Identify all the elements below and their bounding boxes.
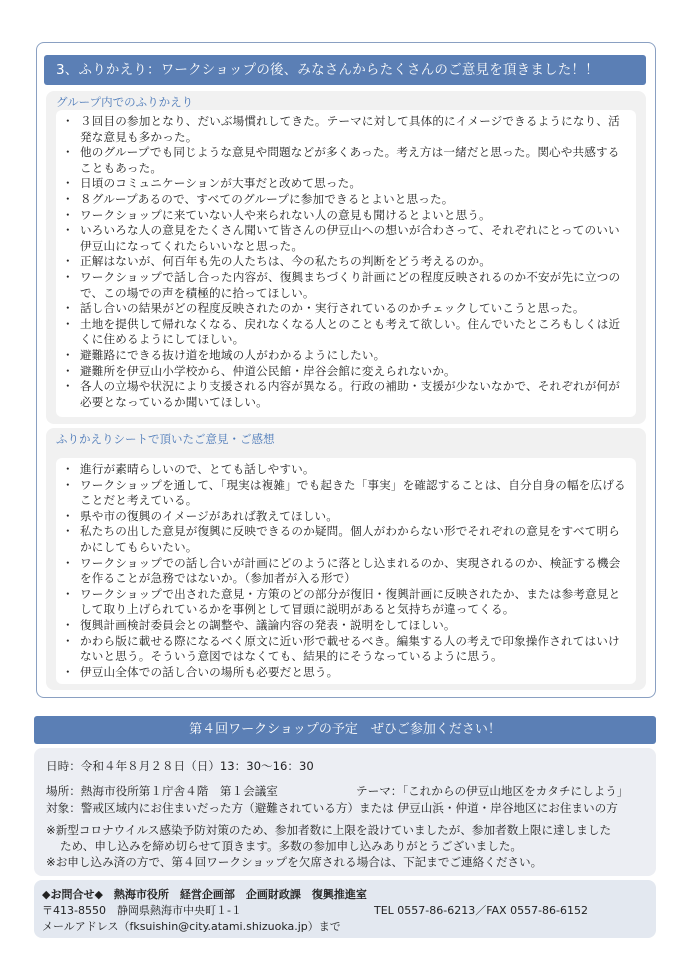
group-reflection-title: グループ内でのふりかえり: [56, 95, 194, 109]
sheet-comment-item: ・ 伊豆山全体での話し合いの場所も必要だと思う。: [62, 665, 630, 681]
sheet-comment-item: ・ ワークショップを通して、「現実は複雑」でも起きた「事実」を確認することは、自分自身の幅を広げることだと考えている。: [62, 478, 630, 509]
sheet-feedback-title: ふりかえりシートで頂いたご意見・ご感想: [56, 432, 275, 446]
group-comment-item: ・ 正解はないが、何百年も先の人たちは、今の私たちの判断をどう考えるのか。: [62, 254, 630, 270]
sheet-comment-item: ・ 県や市の復興のイメージがあれば教えてほしい。: [62, 509, 630, 525]
group-comment-item: ・ いろいろな人の意見をたくさん聞いて皆さんの伊豆山への想いが合わさって、それぞれにとってのいい伊豆山になってくれたらいいなと思った。: [62, 223, 630, 254]
group-comment-item: ・ 避難所を伊豆山小学校から、仲道公民館・岸谷会館に変えられないか。: [62, 364, 630, 380]
contact-tel-fax: TEL 0557-86-6213／FAX 0557-86-6152: [374, 904, 589, 917]
group-comment-item: ・ 各人の立場や状況により支援される内容が異なる。行政の補助・支援が少ないなかで、それぞれが何が必要となっているか聞いてほしい。: [62, 379, 630, 410]
group-reflection-list: [62, 114, 630, 410]
sheet-comment-item: ・ ワークショップで出された意見・方策のどの部分が復旧・復興計画に反映されたか、または参考意見として取り上げられているかを事例として冒頭に説明があると気持ちが違ってくる。: [62, 587, 630, 618]
workshop-note-1b: ため、申し込みを締め切らせて頂きます。多数の参加申し込みありがとうございました。: [60, 839, 523, 853]
group-comment-item: ・ ワークショップに来ていない人や来られない人の意見も聞けるとよいと思う。: [62, 208, 630, 224]
contact-email: メールアドレス（fksuishin@city.atami.shizuoka.jp）まで: [42, 920, 341, 933]
group-reflection-panel: [46, 91, 646, 424]
group-comment-item: ・ 土地を提供して帰れなくなる、戻れなくなる人とのことも考えて欲しい。住んでいたところもしくは近くに住めるようにしてほしい。: [62, 317, 630, 348]
workshop-target: 対象：警戒区域内にお住まいだった方（避難されている方）または 伊豆山浜・仲道・岸谷地区にお住まいの方: [46, 801, 618, 815]
sheet-feedback-card: [56, 458, 636, 684]
sheet-comment-item: ・ 私たちの出した意見が復興に反映できるのか疑問。個人がわからない形でそれぞれの意見をすべて明らかにしてもらいたい。: [62, 524, 630, 555]
workshop-note-1a: ※新型コロナウイルス感染予防対策のため、参加者数に上限を設けていましたが、参加者数上限に達しました: [46, 823, 612, 837]
workshop4-info: [34, 748, 656, 876]
group-reflection-card: [56, 110, 636, 417]
group-comment-item: ・ ８グループあるので、すべてのグループに参加できるとよいと思った。: [62, 192, 630, 208]
section-banner: 3、ふりかえり：ワークショップの後、みなさんからたくさんのご意見を頂きました！！: [44, 55, 646, 85]
sheet-comment-item: ・ かわら版に載せる際になるべく原文に近い形で載せるべき。編集する人の考えで印象操作されてはいけないと思う。そういう意図ではなくても、結果的にそうなっているように思う。: [62, 634, 630, 665]
sheet-comment-item: ・ ワークショップでの話し合いが計画にどのように落とし込まれるのか、実現されるのか、検証する機会を作ることが急務ではないか。（参加者が入る形で）: [62, 556, 630, 587]
sheet-comment-item: ・ 復興計画検討委員会との調整や、議論内容の発表・説明をしてほしい。: [62, 618, 630, 634]
group-comment-item: ・ ３回目の参加となり、だいぶ場慣れしてきた。テーマに対して具体的にイメージできるようになり、活発な意見も多かった。: [62, 114, 630, 145]
group-comment-item: ・ 他のグループでも同じような意見や問題などが多くあった。考え方は一緒だと思った。関心や共感することもあった。: [62, 145, 630, 176]
workshop-theme: テーマ：「これからの伊豆山地区をカタチにしよう」: [356, 784, 629, 798]
sheet-feedback-list: [62, 462, 630, 680]
contact-heading: ◆お問合せ◆ 熱海市役所 経営企画部 企画財政課 復興推進室: [42, 888, 367, 901]
group-comment-item: ・ 日頃のコミュニケーションが大事だと改めて思った。: [62, 176, 630, 192]
workshop-date: 日時：令和４年８月２８日（日）13：30〜16：30: [46, 759, 314, 773]
sheet-feedback-panel: [46, 428, 646, 690]
group-comment-item: ・ 避難路にできる抜け道を地域の人がわかるようにしたい。: [62, 348, 630, 364]
group-comment-item: ・ ワークショップで話し合った内容が、復興まちづくり計画にどの程度反映されるのか不安が先に立つので、この場での声を積極的に拾ってほしい。: [62, 270, 630, 301]
workshop4-banner: 第４回ワークショップの予定 ぜひご参加ください！: [34, 716, 656, 744]
contact-address: 〒413-8550 静岡県熱海市中央町１-１: [42, 904, 242, 917]
group-comment-item: ・ 話し合いの結果がどの程度反映されたのか・実行されているのかチェックしていこうと思った。: [62, 301, 630, 317]
sheet-comment-item: ・ 進行が素晴らしいので、とても話しやすい。: [62, 462, 630, 478]
contact-panel: [34, 880, 656, 938]
workshop-place: 場所：熱海市役所第１庁舎４階 第１会議室: [46, 784, 278, 798]
workshop-note-2: ※お申し込み済の方で、第４回ワークショップを欠席される場合は、下記までご連絡ください。: [46, 855, 543, 869]
